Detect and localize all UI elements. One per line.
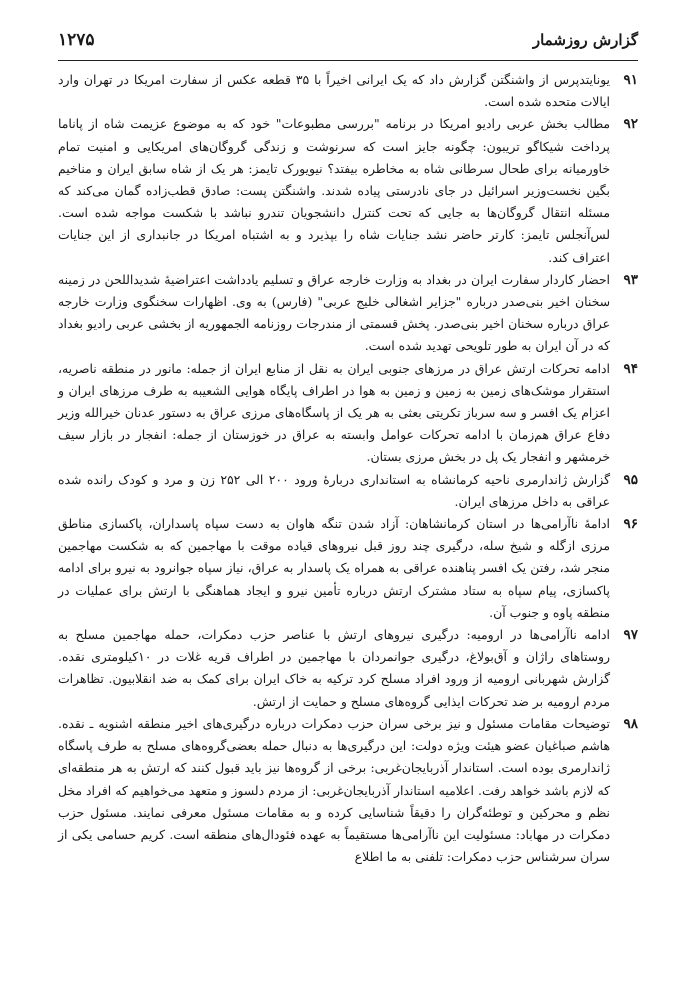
entry-number: ۹۵	[623, 471, 638, 488]
entry-number: ۹۴	[623, 360, 638, 377]
page-number: ۱۲۷۵	[58, 30, 95, 50]
entry-97	[58, 624, 638, 713]
entry-text: احضار کاردار سفارت ایران در بغداد به وزارت خارجه عراق و تسلیم یادداشت اعتراضیهٔ شدیداللحن در زمینه سخنان اخیر بنی‌صدر درباره "جزایر اشغالی خلیج عربی" (فارس) به وی. اظهارات سخنگوی وزارت خارجه عراق درباره سخنان اخیر بنی‌صدر. پخش قسمتی از مندرجات روزنامه الجمهوریه از بخشی عربی رادیو بغداد که در آن ایران به طور تلویحی تهدید شده است.	[58, 271, 610, 354]
entry-number: ۹۳	[623, 271, 638, 288]
entry-number: ۹۶	[623, 516, 638, 533]
entry-96	[58, 513, 638, 624]
entry-95	[58, 469, 638, 513]
entry-91	[58, 69, 638, 113]
page-header	[58, 30, 638, 61]
chronology-entries	[58, 69, 638, 868]
entry-94	[58, 358, 638, 469]
entry-number: ۹۱	[623, 72, 638, 88]
entry-93	[58, 269, 638, 358]
entry-text: ادامه تحرکات ارتش عراق در مرزهای جنوبی ایران به نقل از منابع ایران از جمله: مانور در منطقه ناصریه، استقرار موشک‌های زمین به زمین و زمین به هوا در اطراف پایگاه هوایی الشعیبه به طرف مرزهای ایران و اعزام یک افسر و سه سرباز تکریتی بعثی به هر یک از پاسگاه‌های مرزی عراق به دستور عدنان خیرالله وزیر دفاع عراق هم‌زمان با ادامه تحرکات عوامل وابسته به عراق در خوزستان از جمله: انفجار در بازار سیف خرمشهر و انفجار یک پل در بخش مرزی بستان.	[58, 360, 610, 465]
entry-text: توضیحات مقامات مسئول و نیز برخی سران حزب دمکرات درباره درگیری‌های اخیر منطقه اشنویه ـ نقده. هاشم صباغیان عضو هیئت ویژه دولت: این درگیری‌ها به دنبال حمله بعضی‌گروه‌های مسلح به طرف پاسگاه ژاندارمری بوده است. استاندار آذربایجان‌غربی: برخی از گروه‌ها نیز باید قبول کنند که ارتش به هر منطقه‌ای که لازم باشد خواهد رفت. اعلامیه استاندار آذربایجان‌غربی: از مردم دلسوز و متعهد می‌خواهیم که افراد مخل نظم و محرکین و توطئه‌گران را دقیقاً شناسایی کرده و به مقامات مسئول معرفی نمایند. مسئول حزب دمکرات در مهاباد: مسئولیت این ناآرامی‌ها مستقیماً به عهده فئودال‌های منطقه است. کریم حسامی یکی از سران سرشناس حزب دمکرات: تلفنی به ما اطلاع	[58, 715, 610, 865]
entry-98	[58, 713, 638, 868]
entry-text: ادامه ناآرامی‌ها در ارومیه: درگیری نیروهای ارتش با عناصر حزب دمکرات، حمله مهاجمین مسلح به روستاهای راژان و آق‌بولاغ، درگیری جوانمردان با مهاجمین در اطراف قریه غلات در ۱۰کیلومتری نقده. گزارش شهربانی ارومیه از ورود افراد مسلح کرد ترکیه به خاک ایران برای کمک به ضد انقلابیون. تظاهرات مردم ارومیه بر ضد تحرکات ایذایی گروه‌های مسلح و حمایت از ارتش.	[58, 627, 610, 709]
entry-text: مطالب بخش عربی رادیو امریکا در برنامه "بررسی مطبوعات" خود که به موضوع عزیمت شاه از پاناما پرداخت شیکاگو تریبون: چگونه جایز است که سرنوشت و زندگی گروگان‌های امریکایی و امنیت تمام خاورمیانه برای طحال سرطانی شاه به مخاطره بیفتد؟ نیویورک تایمز: هر یک از شاه سابق ایران و مناخیم بگین نخست‌وزیر اسرائیل در جای نادرستی پیاده شدند. واشنگتن پست: صادق قطب‌زاده گمان می‌کند که مسئله انتقال گروگان‌ها به جایی که تحت کنترل دانشجویان تندرو نباشد با شکست مواجه شده است. لس‌آنجلس تایمز: کارتر حاضر نشد جنایات شاه را بپذیرد و به اشتباه امریکا در جانبداری از این جنایات اعتراف کند.	[58, 116, 610, 265]
running-title: گزارش روزشمار	[532, 31, 638, 49]
entry-number: ۹۷	[623, 627, 638, 644]
entry-92	[58, 113, 638, 268]
entry-text: گزارش ژاندارمری ناحیه کرمانشاه به استانداری دربارهٔ ورود ۲۰۰ الی ۲۵۲ زن و مرد و کودک رانده شده عراقی به داخل مرزهای ایران.	[58, 471, 610, 509]
entry-number: ۹۲	[623, 116, 638, 133]
document-page	[58, 30, 638, 868]
entry-text: یونایتدپرس از واشنگتن گزارش داد که یک ایرانی اخیراً با ۳۵ قطعه عکس از سفارت امریکا در تهران وارد ایالات متحده شده است.	[58, 72, 611, 110]
entry-number: ۹۸	[623, 715, 638, 732]
entry-text: ادامهٔ ناآرامی‌ها در استان کرمانشاهان: آزاد شدن تنگه هاوان به دست سپاه پاسداران، پاکسازی مناطق مرزی ازگله و شیخ سله، درگیری چند روز قبل نیروهای قیاده موقت با مهاجمین که به شکست مهاجمین منجر شد، رفتن یک افسر پناهنده عراقی به همراه یک پاسدار به عراق، نیاز سپاه جوانرود به نیرو برای ادامه پاکسازی، پیام سپاه به ستاد مشترک ارتش درباره تأمین نیرو و ایجاد هماهنگی با ارتش برای عملیات در منطقه پاوه و جنوب آن.	[58, 516, 610, 620]
